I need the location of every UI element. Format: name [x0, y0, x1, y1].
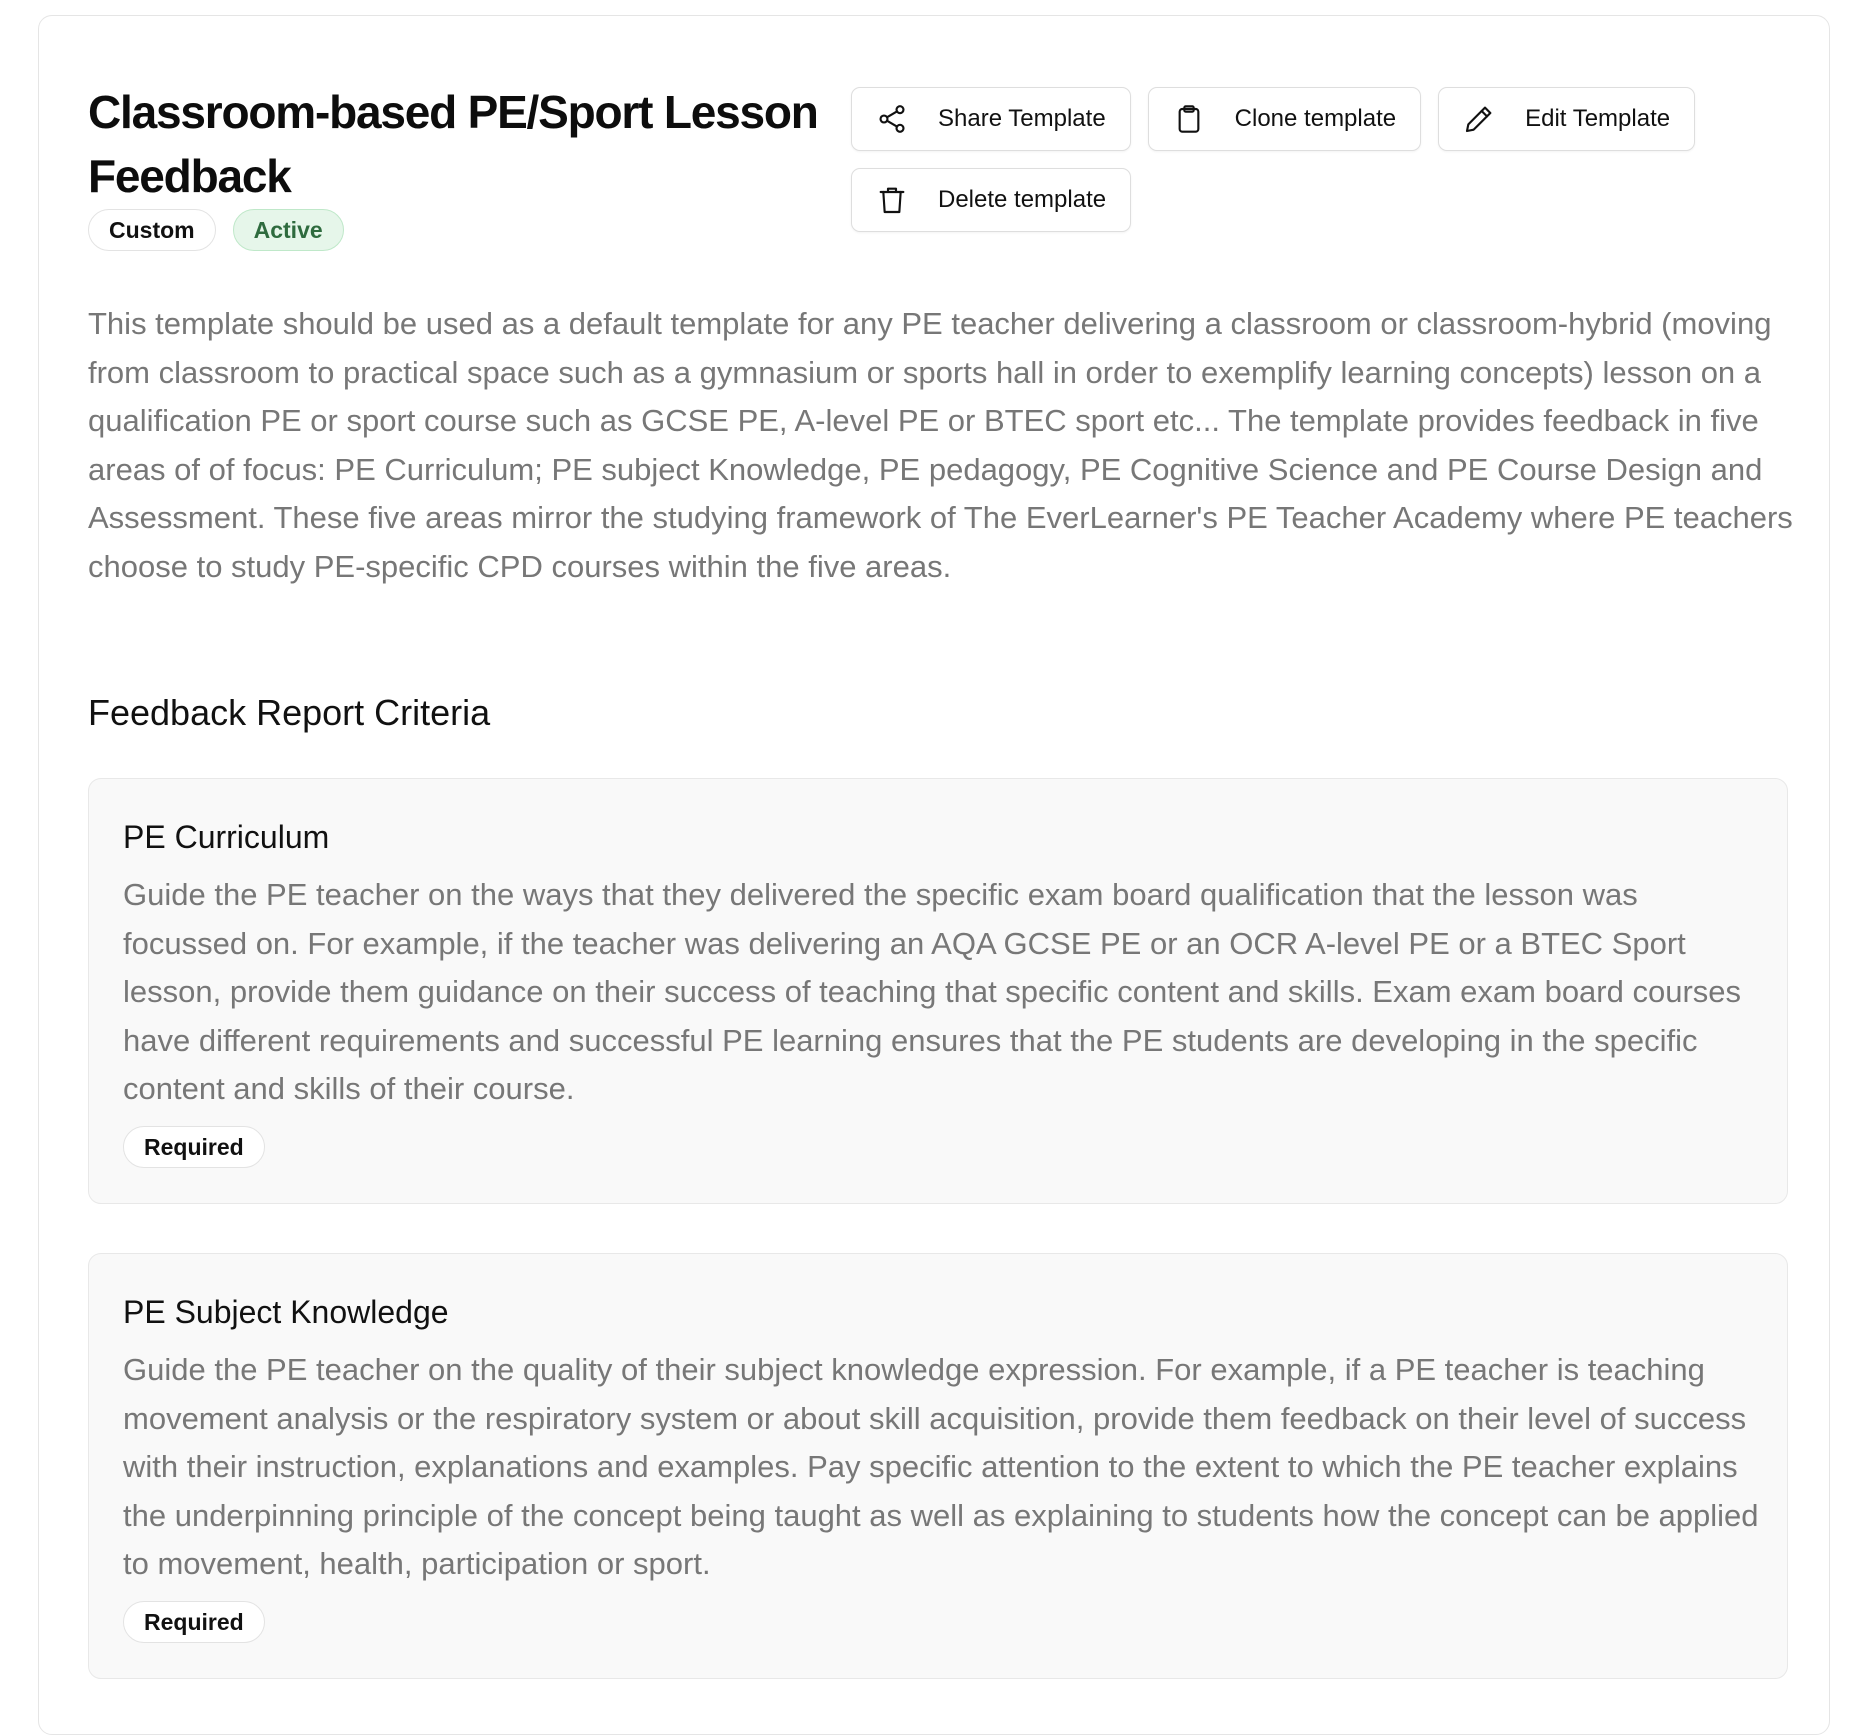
trash-icon: [876, 184, 908, 216]
clone-template-button[interactable]: [1148, 87, 1421, 151]
criteria-title: PE Curriculum: [123, 819, 330, 855]
delete-template-label: Delete template: [938, 186, 1107, 213]
status-badge: Active: [233, 209, 344, 251]
required-badge: Required: [123, 1601, 265, 1643]
criteria-card: [88, 1253, 1788, 1679]
criteria-description: Guide the PE teacher on the quality of their subject knowledge expression. For example, if a PE teacher is teaching movement analysis or the respiratory system or about skill acquisition, provide them feedback on their level of success with their instruction, explanations and examples. Pay specific attention to the extent to which the PE teacher explains the underpinning principle of the concept being taught as well as explaining to students how the concept can be applied to movement, health, participation or sport.: [123, 1352, 1759, 1581]
required-badge: Required: [123, 1126, 265, 1168]
criteria-section-heading: Feedback Report Criteria: [88, 692, 491, 733]
template-description: This template should be used as a default template for any PE teacher delivering a classroom or classroom-hybrid (moving from classroom to practical space such as a gymnasium or sports hall in order to exemplify learning concepts) lesson on a qualification PE or sport course such as GCSE PE, A-level PE or BTEC sport etc... The template provides feedback in five areas of of focus: PE Curriculum; PE subject Knowledge, PE pedagogy, PE Cognitive Science and PE Course Design and Assessment. These five areas mirror the studying framework of The EverLearner's PE Teacher Academy where PE teachers choose to study PE-specific CPD courses within the five areas.: [88, 306, 1793, 584]
share-template-button[interactable]: [851, 87, 1131, 151]
template-detail-card: [38, 15, 1830, 1735]
delete-template-button[interactable]: [851, 168, 1131, 232]
clone-template-label: Clone template: [1234, 105, 1397, 132]
share-icon: [876, 103, 908, 135]
criteria-description: Guide the PE teacher on the ways that they delivered the specific exam board qualification that the lesson was focussed on. For example, if the teacher was delivering an AQA GCSE PE or an OCR A-level PE or a BTEC Sport lesson, provide them guidance on their success of teaching that specific content and skills. Exam exam board courses have different requirements and successful PE learning ensures that the PE students are developing in the specific content and skills of their course.: [123, 877, 1742, 1106]
template-badges: [88, 209, 344, 251]
share-template-label: Share Template: [938, 105, 1106, 132]
template-actions: [851, 87, 1791, 232]
edit-template-button[interactable]: [1438, 87, 1695, 151]
edit-template-label: Edit Template: [1525, 105, 1671, 132]
criteria-title: PE Subject Knowledge: [123, 1294, 449, 1330]
clipboard-icon: [1173, 103, 1205, 135]
type-badge: Custom: [88, 209, 216, 251]
pencil-icon: [1463, 103, 1495, 135]
criteria-card: [88, 778, 1788, 1204]
page-title: Classroom-based PE/Sport Lesson Feedback: [88, 86, 818, 202]
